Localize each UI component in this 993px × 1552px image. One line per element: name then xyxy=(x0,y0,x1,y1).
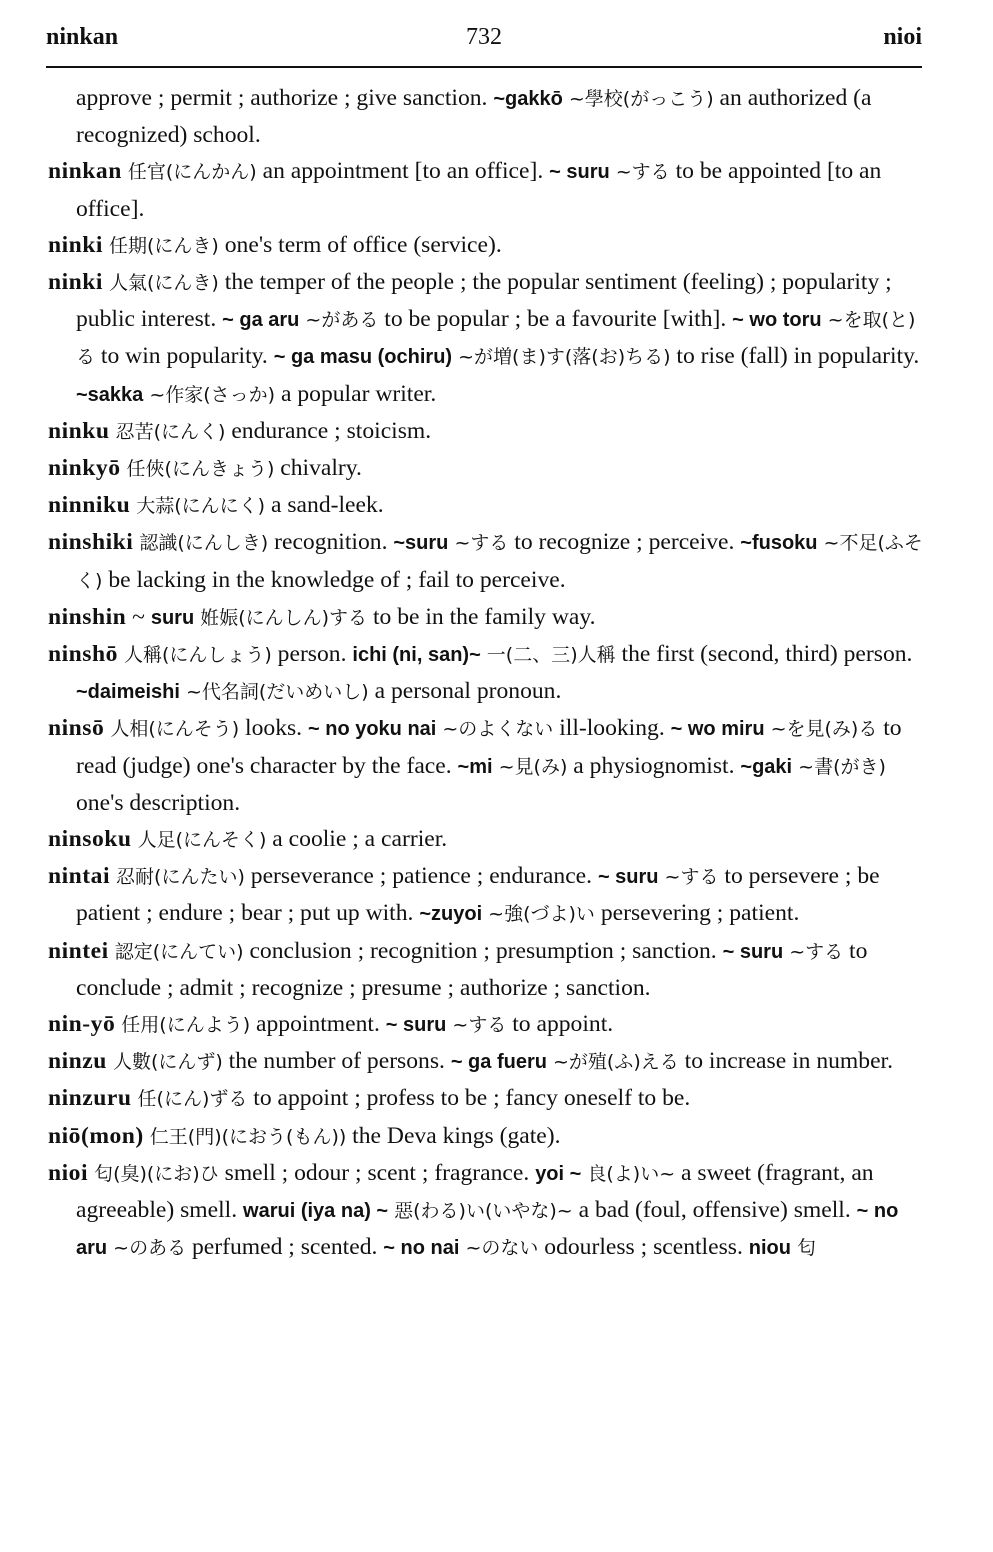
romaji: ~sakka xyxy=(76,383,144,406)
headword: ninshō xyxy=(48,641,118,668)
japanese: 良(よ)い~ xyxy=(581,1162,676,1185)
gloss: the first (second, third) person. xyxy=(615,641,913,668)
japanese: 匂(臭)(にお)ひ xyxy=(88,1162,219,1185)
gloss: a physiognomist. xyxy=(567,752,741,779)
gloss: to recognize ; perceive. xyxy=(508,529,741,556)
romaji: ~ suru xyxy=(597,866,659,889)
japanese: 惡(わる)い(いやな)~ xyxy=(388,1200,573,1223)
japanese: ~を取(と)る xyxy=(76,309,916,369)
japanese: 人稱(にんしょう) xyxy=(117,644,272,667)
japanese: ~作家(さっか) xyxy=(143,383,276,406)
gloss: to win popularity. xyxy=(95,343,274,370)
romaji: ~ no aru xyxy=(76,1200,899,1260)
japanese: ~する xyxy=(448,532,509,555)
headword: nintei xyxy=(48,937,109,964)
gloss: ill-looking. xyxy=(553,715,671,742)
guide-word-right: nioi xyxy=(883,24,922,50)
gloss: an authorized (a recognized) school. xyxy=(76,85,872,149)
entry-ninkan xyxy=(48,153,926,226)
romaji: ichi (ni, san)~ xyxy=(352,644,481,667)
gloss: be lacking in the knowledge of ; fail to perceive. xyxy=(102,566,566,593)
romaji: ~ suru xyxy=(722,940,784,963)
gloss: looks. xyxy=(239,715,308,742)
japanese: 姙娠(にんしん)する xyxy=(194,606,368,629)
japanese: 任期(にんき) xyxy=(102,234,219,257)
gloss: the number of persons. xyxy=(222,1048,451,1075)
gloss: a coolie ; a carrier. xyxy=(266,826,448,853)
gloss: a bad (foul, offensive) smell. xyxy=(572,1197,857,1224)
headword: ninkyō xyxy=(48,455,121,482)
running-head xyxy=(46,24,922,60)
romaji: ~ suru xyxy=(549,161,610,184)
entry-ninyo xyxy=(48,1006,926,1043)
headword: ninzu xyxy=(48,1048,107,1075)
japanese: 任俠(にんきょう) xyxy=(120,458,275,481)
japanese: ~する xyxy=(446,1014,507,1037)
japanese: 任(にん)ずる xyxy=(131,1088,248,1111)
japanese: 認識(にんしき) xyxy=(133,532,269,555)
gloss: to be in the family way. xyxy=(367,603,596,630)
japanese: 仁王(門)(におう(もん)) xyxy=(143,1125,347,1148)
entry-ninzuru xyxy=(48,1080,926,1117)
gloss: one's term of office (service). xyxy=(218,231,502,258)
romaji: suru xyxy=(150,606,195,629)
gloss: persevering ; patient. xyxy=(594,900,800,927)
guide-word-left: ninkan xyxy=(46,24,119,50)
gloss: conclusion ; recognition ; presumption ; sanction. xyxy=(243,937,723,964)
headword: niō(mon) xyxy=(48,1122,144,1149)
headword: ninzuru xyxy=(48,1085,132,1112)
gloss: the temper of the people ; the popular sentiment (feeling) ; popularity ; public interest. xyxy=(76,269,892,333)
gloss: odourless ; scentless. xyxy=(538,1234,749,1261)
entry-nintei xyxy=(48,933,926,1006)
headword: ninkan xyxy=(48,158,122,185)
japanese: 忍苦(にんく) xyxy=(109,420,226,443)
japanese: 人氣(にんき) xyxy=(102,272,219,295)
entry-ninso xyxy=(48,710,926,821)
entry-ninki-1 xyxy=(48,227,926,264)
romaji: ~ no yoku nai xyxy=(307,718,437,741)
japanese: ~不足(ふそく) xyxy=(76,532,923,592)
gloss: to read (judge) one's character by the face. xyxy=(76,715,902,779)
headword: ninki xyxy=(48,231,103,258)
headword: nioi xyxy=(48,1159,89,1186)
entry-nintai xyxy=(48,858,926,932)
gloss: endurance ; stoicism. xyxy=(225,417,432,444)
japanese: ~する xyxy=(609,161,670,184)
japanese: ~が殖(ふ)える xyxy=(546,1051,679,1074)
japanese: ~する xyxy=(658,866,719,889)
romaji: niou xyxy=(748,1237,791,1260)
romaji: ~ ga masu (ochiru) xyxy=(273,346,453,369)
romaji: ~daimeishi xyxy=(76,681,180,704)
japanese: 人相(にんそう) xyxy=(104,718,240,741)
gloss: an appointment [to an office]. xyxy=(256,158,550,185)
entry-ninsoku xyxy=(48,821,926,858)
romaji: ~fusoku xyxy=(740,532,818,555)
japanese: 匂 xyxy=(790,1237,817,1260)
japanese: ~する xyxy=(783,940,844,963)
romaji: ~zuyoi xyxy=(419,903,483,926)
japanese: ~學校(がっこう) xyxy=(562,88,714,110)
gloss: a popular writer. xyxy=(275,380,437,407)
headword: ninku xyxy=(48,417,110,444)
gloss: to conclude ; admit ; recognize ; presume ; authorize ; sanction. xyxy=(76,937,868,1001)
gloss: to be popular ; be a favourite [with]. xyxy=(378,306,733,333)
gloss: ~ xyxy=(126,603,151,630)
headword: nintai xyxy=(48,863,111,890)
romaji: ~ ga aru xyxy=(222,309,300,332)
entry-ninshiki xyxy=(48,524,926,598)
gloss: appointment. xyxy=(250,1011,386,1038)
gloss: to persevere ; be patient ; endure ; bear ; put up with. xyxy=(76,863,880,927)
japanese: ~見(み) xyxy=(492,755,568,778)
entry-ninsho xyxy=(48,636,926,710)
gloss: the Deva kings (gate). xyxy=(346,1122,561,1149)
gloss: to increase in number. xyxy=(678,1048,893,1075)
gloss: perseverance ; patience ; endurance. xyxy=(244,863,598,890)
entry-ninkyo xyxy=(48,450,926,487)
entry-ninki-2 xyxy=(48,264,926,413)
headword: ninshiki xyxy=(48,529,134,556)
gloss: recognition. xyxy=(268,529,394,556)
japanese: 認定(にんてい) xyxy=(108,940,244,963)
entry-ninshin xyxy=(48,599,926,636)
romaji: warui (iya na) ~ xyxy=(243,1200,389,1223)
japanese: 任官(にんかん) xyxy=(121,161,257,184)
gloss: a sand-leek. xyxy=(265,492,384,519)
entry-ninzu xyxy=(48,1043,926,1080)
japanese: ~書(がき) xyxy=(792,755,886,778)
japanese: ~強(づよ)い xyxy=(482,903,595,926)
japanese: ~を見(み)る xyxy=(764,718,878,741)
entry-cont-ninka xyxy=(48,80,926,153)
headword: ninshin xyxy=(48,603,127,630)
romaji: ~ ga fueru xyxy=(450,1051,547,1074)
gloss: to appoint ; profess to be ; fancy oneself to be. xyxy=(247,1085,691,1112)
gloss: to appoint. xyxy=(506,1011,614,1038)
japanese: ~のない xyxy=(459,1237,539,1260)
entry-ninku xyxy=(48,413,926,450)
romaji: ~mi xyxy=(457,755,493,778)
gloss: a sweet (fragrant, an agreeable) smell. xyxy=(76,1159,874,1224)
japanese: 忍耐(にんたい) xyxy=(110,866,245,889)
romaji: ~ suru xyxy=(385,1014,447,1037)
romaji: ~ no nai xyxy=(383,1237,460,1260)
entry-nioi xyxy=(48,1155,926,1267)
gloss: to be appointed [to an office]. xyxy=(76,158,882,222)
gloss: approve ; permit ; authorize ; give sanction. xyxy=(76,85,494,111)
gloss: person. xyxy=(271,641,353,668)
gloss: chivalry. xyxy=(274,455,362,482)
japanese: 一(二、三)人稱 xyxy=(480,644,616,667)
romaji: ~gakkō xyxy=(493,88,563,110)
japanese: ~のよくない xyxy=(436,718,554,741)
headword: ninsō xyxy=(48,715,105,742)
romaji: ~ wo toru xyxy=(732,309,822,332)
gloss: to rise (fall) in popularity. xyxy=(670,343,920,370)
japanese: ~のある xyxy=(107,1237,187,1260)
gloss: perfumed ; scented. xyxy=(186,1234,384,1261)
headword: ninniku xyxy=(48,492,131,519)
japanese: ~が増(ま)す(落(お)ちる) xyxy=(452,346,671,369)
entry-ninniku xyxy=(48,487,926,524)
header-rule xyxy=(46,66,922,68)
headword: nin-yō xyxy=(48,1011,116,1038)
romaji: ~ wo miru xyxy=(670,718,765,741)
gloss: one's description. xyxy=(76,789,241,816)
gloss: smell ; odour ; scent ; fragrance. xyxy=(218,1159,536,1186)
romaji: yoi ~ xyxy=(535,1162,582,1185)
japanese: 人數(にんず) xyxy=(106,1051,223,1074)
japanese: 人足(にんそく) xyxy=(131,829,267,852)
gloss: a personal pronoun. xyxy=(368,678,562,705)
japanese: 大蒜(にんにく) xyxy=(130,495,266,518)
japanese: 任用(にんよう) xyxy=(115,1014,251,1037)
headword: ninsoku xyxy=(48,826,132,853)
japanese: ~代名詞(だいめいし) xyxy=(179,681,369,704)
page-number: 732 xyxy=(466,24,502,50)
romaji: ~suru xyxy=(393,532,449,555)
entry-list xyxy=(48,80,926,1267)
entry-nio xyxy=(48,1118,926,1155)
japanese: ~がある xyxy=(299,309,379,332)
headword: ninki xyxy=(48,269,103,296)
romaji: ~gaki xyxy=(740,755,793,778)
